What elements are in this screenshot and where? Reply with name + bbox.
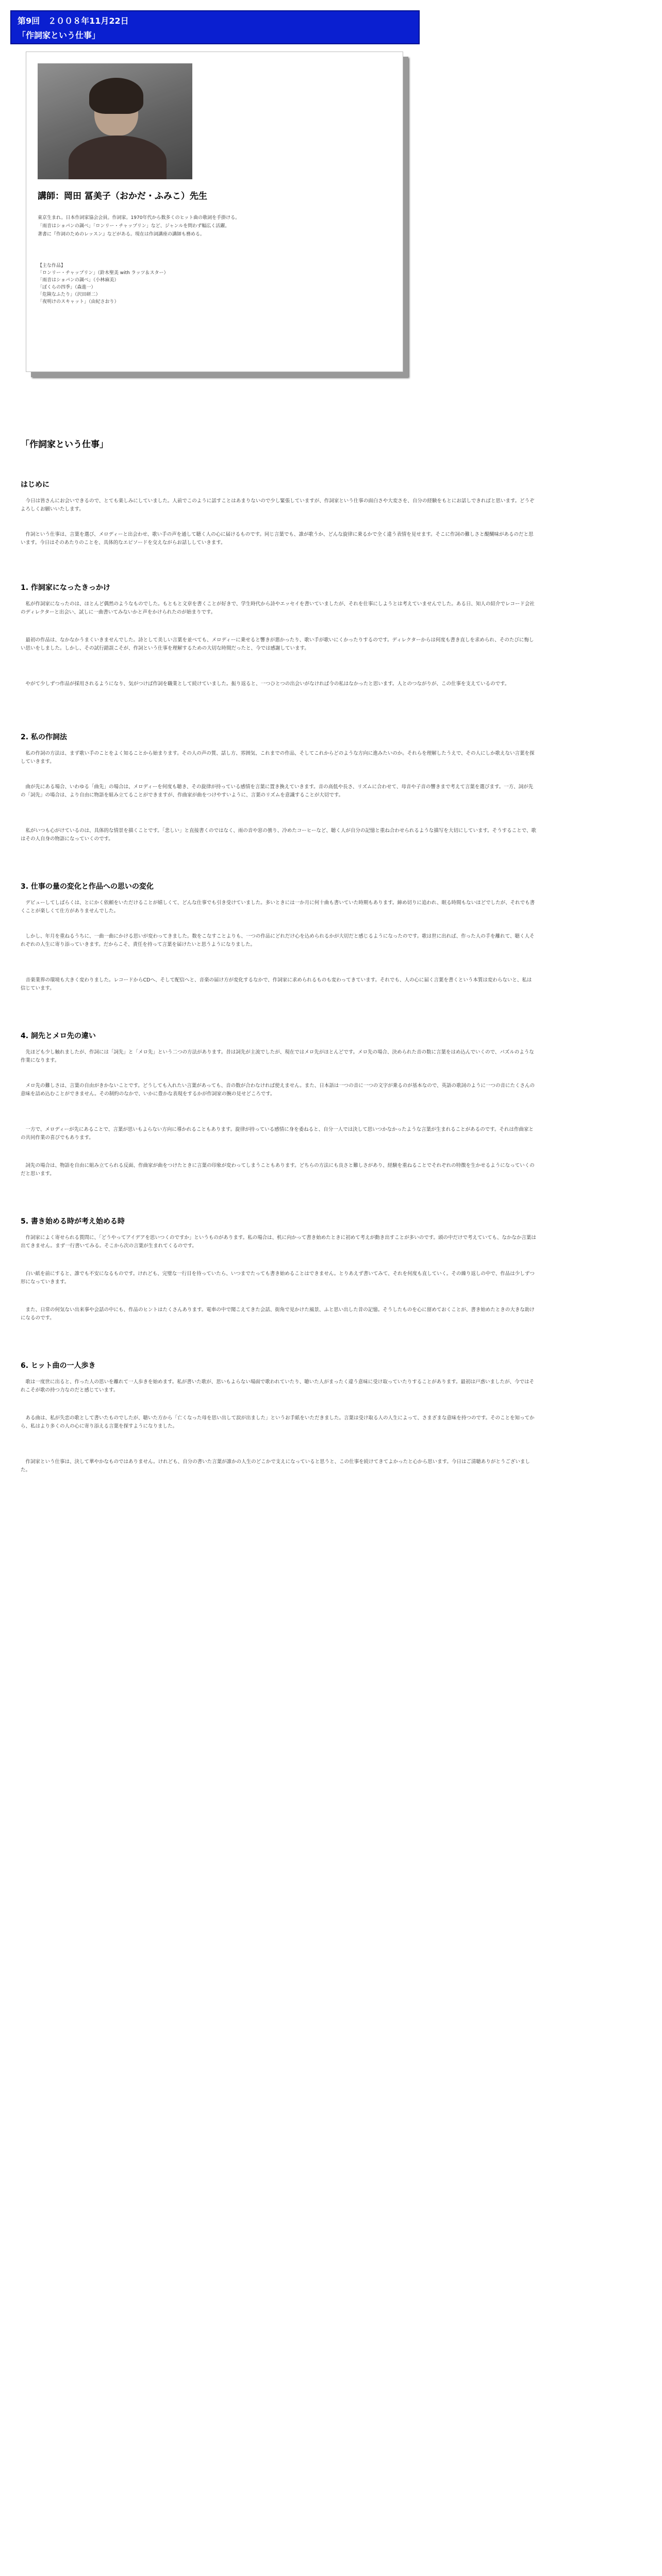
paragraph: 音楽業界の環境も大きく変わりました。レコードからCDへ、そして配信へと、音楽の届け方が変化するなかで、作詞家に求められるものも変わってきています。それでも、人の心に届く言葉を書くという本質は変わらないと、私は信じています。 — [21, 977, 532, 991]
works-item: 「危険なふたり」（沢田研二） — [38, 292, 101, 297]
section-heading: 3. 仕事の量の変化と作品への思いの変化 — [21, 883, 154, 891]
paragraph: 今日は皆さんにお会いできるので、とても楽しみにしていました。人前でこのように話すことはあまりないので少し緊張していますが、作詞家という仕事の面白さや大変さを、自分の経験をもとにお話しできればと思います。どうぞよろしくお願いいたします。 — [21, 498, 535, 512]
lecture-title: 「作詞家という仕事」 — [18, 30, 101, 40]
paragraph: 作詞家という仕事は、決して華やかなものではありません。けれども、自分の書いた言葉が誰かの人生のどこかで支えになっていると思うと、この仕事を続けてきてよかったと心から思います。今日はご清聴ありがとうございました。 — [21, 1459, 530, 1473]
speaker-profile-card — [26, 52, 403, 372]
works-item: 「ロンリー・チャップリン」（鈴木聖美 with ラッツ＆スター） — [38, 270, 169, 276]
lecture-date: 第9回 ２００８年11月22日 — [18, 16, 129, 26]
bio-line: 著書に『作詞のためのレッスン』などがある。現在は作詞講座の講師も務める。 — [38, 232, 205, 237]
paragraph: 最初の作品は、なかなかうまくいきませんでした。詩として美しい言葉を並べても、メロディーに乗せると響きが悪かったり、歌い手が歌いにくかったりするのです。ディレクターからは何度も書き直しを求められ、そのたびに悔しい思いをしました。しかし、その試行錯誤こそが、作詞という仕事を理解するための大切な時間だったと、今では感謝しています。 — [21, 637, 534, 651]
paragraph: しかし、年月を重ねるうちに、一曲一曲にかける思いが変わってきました。数をこなすことよりも、一つの作品にどれだけ心を込められるかが大切だと感じるようになったのです。歌は世に出れば、作った人の手を離れて、聴く人それぞれの人生に寄り添っていきます。だからこそ、責任を持って言葉を届けたいと思うようになりました。 — [21, 934, 535, 947]
works-item: 「ぼくらの四季」（森進一） — [38, 285, 96, 290]
speaker-photo — [38, 63, 192, 179]
paragraph: 私が作詞家になったのは、ほとんど偶然のようなものでした。もともと文章を書くことが好きで、学生時代から詩やエッセイを書いていましたが、それを仕事にしようとは考えていませんでした。ある日、知人の紹介でレコード会社のディレクターと出会い、試しに一曲書いてみないかと声をかけられたのが始まりです。 — [21, 601, 535, 615]
article-title: 「作詞家という仕事」 — [21, 439, 108, 450]
bio-line: 東京生まれ。日本作詞家協会会員。作詞家。1970年代から数多くのヒット曲の歌詞を手掛ける。 — [38, 215, 240, 221]
paragraph: 作詞家によく寄せられる質問に、「どうやってアイデアを思いつくのですか」というものがあります。私の場合は、机に向かって書き始めたときに初めて考えが動き出すことが多いのです。頭の中だけで考えていても、なかなか言葉は出てきません。まず一行書いてみる。そこから次の言葉が生まれてくるのです。 — [21, 1235, 536, 1249]
paragraph: 私の作詞の方法は、まず歌い手のことをよく知ることから始まります。その人の声の質、話し方、雰囲気、これまでの作品、そしてこれからどのような方向に進みたいのか。それらを理解したうえで、その人にしか歌えない言葉を探していきます。 — [21, 751, 535, 765]
paragraph: 一方で、メロディーが先にあることで、言葉が思いもよらない方向に導かれることもあります。旋律が持っている感情に身を委ねると、自分一人では決して思いつかなかったような言葉が生まれることがあるのです。それは作曲家との共同作業の喜びでもあります。 — [21, 1127, 534, 1141]
section-heading: 2. 私の作詞法 — [21, 733, 67, 741]
paragraph: 白い紙を前にすると、誰でも不安になるものです。けれども、完璧な一行目を待っていたら、いつまでたっても書き始めることはできません。とりあえず書いてみて、それを何度も直していく。その繰り返しの中で、作品は少しずつ形になっていきます。 — [21, 1271, 535, 1285]
speaker-bio — [38, 214, 388, 239]
paragraph: 歌は一度世に出ると、作った人の思いを離れて一人歩きを始めます。私が書いた歌が、思いもよらない場面で歌われていたり、聴いた人がまったく違う意味に受け取っていたりすることがあります。最初は戸惑いましたが、今ではそれこそが歌の持つ力なのだと感じています。 — [21, 1379, 534, 1393]
speaker-works — [38, 262, 388, 306]
paragraph: メロ先の難しさは、言葉の自由がきかないことです。どうしても入れたい言葉があっても、音の数が合わなければ使えません。また、日本語は一つの音に一つの文字が乗るのが基本なので、英語の歌詞のように一つの音にたくさんの意味を詰め込むことができません。その制約のなかで、いかに豊かな表現をするかが作詞家の腕の見せどころです。 — [21, 1083, 535, 1097]
works-item: 「雨音はショパンの調べ」（小林麻美） — [38, 278, 119, 283]
paragraph: ある曲は、私が失恋の歌として書いたものでしたが、聴いた方から「亡くなった母を思い出して涙が出ました」というお手紙をいただきました。言葉は受け取る人の人生によって、さまざまな意味を持つのです。そのことを知ってから、私はより多くの人の心に寄り添える言葉を探すようになりました。 — [21, 1415, 535, 1429]
bio-line: 「雨音はショパンの調べ」「ロンリー・チャップリン」など、ジャンルを問わず幅広く活躍。 — [38, 224, 230, 229]
paragraph: 先ほども少し触れましたが、作詞には「詞先」と「メロ先」という二つの方法があります。昔は詞先が主流でしたが、現在ではメロ先がほとんどです。メロ先の場合、決められた音の数に言葉をはめ込んでいくので、パズルのような作業になります。 — [21, 1049, 534, 1063]
paragraph: また、日常の何気ない出来事や会話の中にも、作品のヒントはたくさんあります。電車の中で聞こえてきた会話、街角で見かけた風景、ふと思い出した昔の記憶。そうしたものを心に留めておくことが、書き始めたときの大きな助けになるのです。 — [21, 1307, 535, 1321]
paragraph: 作詞という仕事は、言葉を選び、メロディーと出会わせ、歌い手の声を通して聴く人の心に届けるものです。同じ言葉でも、誰が歌うか、どんな旋律に乗るかで全く違う表情を見せます。そこに作詞の難しさと醍醐味があるのだと思います。今日はそのあたりのことを、具体的なエピソードを交えながらお話ししていきます。 — [21, 532, 534, 546]
works-item: 「夜明けのスキャット」（由紀さおり） — [38, 299, 119, 304]
paragraph: やがて少しずつ作品が採用されるようになり、気がつけば作詞を職業として続けていました。振り返ると、一つひとつの出会いがなければ今の私はなかったと思います。人とのつながりが、この仕事を支えているのです。 — [21, 681, 510, 687]
paragraph: デビューしてしばらくは、とにかく依頼をいただけることが嬉しくて、どんな仕事でも引き受けていました。多いときには一か月に何十曲も書いていた時期もあります。締め切りに追われ、眠る時間もないほどでしたが、それでも書くことが楽しくて仕方がありませんでした。 — [21, 900, 535, 914]
speaker-name: 講師：岡田 冨美子（おかだ・ふみこ）先生 — [38, 191, 207, 201]
section-heading: はじめに — [21, 481, 49, 489]
section-heading: 1. 作詞家になったきっかけ — [21, 584, 110, 592]
section-heading: 4. 詞先とメロ先の違い — [21, 1032, 96, 1040]
works-header: 【主な作品】 — [38, 263, 66, 268]
lecture-header — [10, 10, 420, 44]
section-heading: 6. ヒット曲の一人歩き — [21, 1362, 96, 1370]
section-heading: 5. 書き始める時が考え始める時 — [21, 1217, 125, 1226]
paragraph: 詞先の場合は、物語を自由に組み立てられる反面、作曲家が曲をつけたときに言葉の印象が変わってしまうこともあります。どちらの方法にも良さと難しさがあり、経験を重ねることでそれぞれの特徴を生かせるようになっていくのだと思います。 — [21, 1163, 535, 1177]
paragraph: 曲が先にある場合、いわゆる「曲先」の場合は、メロディーを何度も聴き、その旋律が持っている感情を言葉に置き換えていきます。音の高低や長さ、リズムに合わせて、母音や子音の響きまで考えて言葉を選びます。一方、詞が先の「詞先」の場合は、より自由に物語を組み立てることができますが、作曲家が曲をつけやすいように、言葉のリズムを意識することが大切です。 — [21, 784, 534, 798]
paragraph: 私がいつも心がけているのは、具体的な情景を描くことです。「悲しい」と直接書くのではなく、雨の音や窓の曇り、冷めたコーヒーなど、聴く人が自分の記憶と重ね合わせられるような描写を大切にしています。そうすることで、歌はその人自身の物語になっていくのです。 — [21, 828, 536, 842]
